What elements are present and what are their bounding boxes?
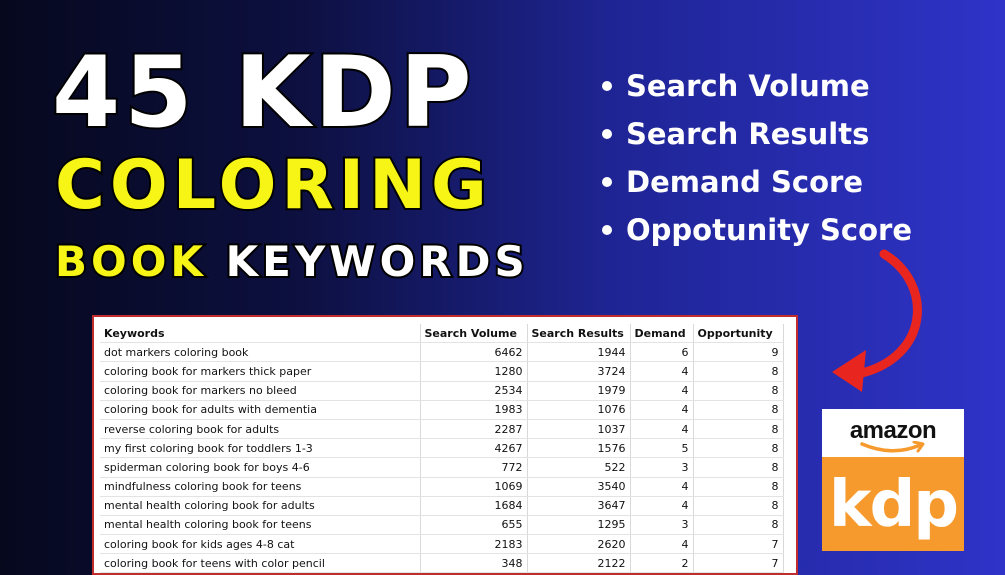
opportunity-cell: 8 — [693, 439, 783, 458]
table-row — [100, 496, 783, 515]
bullet-text: Search Results — [626, 117, 870, 151]
kdp-wordmark: kdp — [828, 468, 958, 542]
search-volume-cell: 1280 — [420, 362, 527, 381]
column-header-opportunity: Opportunity — [693, 324, 783, 343]
column-header-search-results: Search Results — [527, 324, 630, 343]
demand-cell: 4 — [630, 400, 693, 419]
headline-line-3 — [55, 237, 529, 286]
table-row — [100, 535, 783, 554]
headline-line-2: COLORING — [55, 146, 492, 225]
keyword-table — [100, 324, 784, 573]
keyword-cell: spiderman coloring book for boys 4-6 — [100, 458, 420, 477]
keyword-cell: coloring book for markers no bleed — [100, 381, 420, 400]
amazon-smile-icon — [860, 441, 926, 455]
bullet-item — [602, 62, 912, 110]
table-row — [100, 554, 783, 573]
search-volume-cell: 4267 — [420, 439, 527, 458]
table-body — [100, 343, 783, 573]
search-volume-cell: 2534 — [420, 381, 527, 400]
demand-cell: 4 — [630, 362, 693, 381]
keyword-cell: my first coloring book for toddlers 1-3 — [100, 439, 420, 458]
keyword-cell: coloring book for teens with color pencil — [100, 554, 420, 573]
keyword-cell: reverse coloring book for adults — [100, 419, 420, 438]
feature-bullet-list — [602, 62, 912, 254]
search-results-cell: 3724 — [527, 362, 630, 381]
search-volume-cell: 6462 — [420, 343, 527, 362]
table-row — [100, 515, 783, 534]
table-header-row — [100, 324, 783, 343]
search-results-cell: 522 — [527, 458, 630, 477]
search-volume-cell: 772 — [420, 458, 527, 477]
table-row — [100, 343, 783, 362]
keyword-cell: mental health coloring book for teens — [100, 515, 420, 534]
table-row — [100, 381, 783, 400]
curved-arrow-icon — [822, 246, 932, 396]
table-row — [100, 419, 783, 438]
keyword-cell: coloring book for adults with dementia — [100, 400, 420, 419]
column-header-keywords: Keywords — [100, 324, 420, 343]
bullet-item — [602, 110, 912, 158]
bullet-text: Demand Score — [626, 165, 863, 199]
search-volume-cell: 1983 — [420, 400, 527, 419]
table-row — [100, 439, 783, 458]
opportunity-cell: 8 — [693, 400, 783, 419]
search-results-cell: 3647 — [527, 496, 630, 515]
bullet-dot-icon — [602, 177, 612, 187]
table-row — [100, 400, 783, 419]
search-volume-cell: 2287 — [420, 419, 527, 438]
opportunity-cell: 7 — [693, 535, 783, 554]
search-results-cell: 3540 — [527, 477, 630, 496]
bullet-item — [602, 158, 912, 206]
amazon-kdp-logo — [822, 409, 964, 551]
search-results-cell: 1295 — [527, 515, 630, 534]
demand-cell: 2 — [630, 554, 693, 573]
demand-cell: 5 — [630, 439, 693, 458]
search-results-cell: 2620 — [527, 535, 630, 554]
demand-cell: 3 — [630, 515, 693, 534]
kdp-logo-top — [822, 409, 964, 457]
keyword-cell: mental health coloring book for adults — [100, 496, 420, 515]
table-row — [100, 477, 783, 496]
opportunity-cell: 9 — [693, 343, 783, 362]
demand-cell: 4 — [630, 535, 693, 554]
opportunity-cell: 8 — [693, 458, 783, 477]
keyword-cell: mindfulness coloring book for teens — [100, 477, 420, 496]
demand-cell: 4 — [630, 477, 693, 496]
search-volume-cell: 2183 — [420, 535, 527, 554]
search-results-cell: 1037 — [527, 419, 630, 438]
opportunity-cell: 7 — [693, 554, 783, 573]
keyword-cell: coloring book for kids ages 4-8 cat — [100, 535, 420, 554]
demand-cell: 4 — [630, 381, 693, 400]
opportunity-cell: 8 — [693, 419, 783, 438]
search-volume-cell: 655 — [420, 515, 527, 534]
demand-cell: 4 — [630, 496, 693, 515]
column-header-search-volume: Search Volume — [420, 324, 527, 343]
table-row — [100, 362, 783, 381]
bullet-text: Search Volume — [626, 69, 870, 103]
search-results-cell: 2122 — [527, 554, 630, 573]
search-results-cell: 1076 — [527, 400, 630, 419]
keyword-cell: coloring book for markers thick paper — [100, 362, 420, 381]
bullet-dot-icon — [602, 129, 612, 139]
table-row — [100, 458, 783, 477]
column-header-demand: Demand — [630, 324, 693, 343]
headline-line-1: 45 KDP — [52, 36, 476, 150]
demand-cell: 4 — [630, 419, 693, 438]
search-results-cell: 1576 — [527, 439, 630, 458]
opportunity-cell: 8 — [693, 381, 783, 400]
search-volume-cell: 1069 — [420, 477, 527, 496]
bullet-text: Oppotunity Score — [626, 213, 913, 247]
bullet-dot-icon — [602, 225, 612, 235]
keyword-cell: dot markers coloring book — [100, 343, 420, 362]
opportunity-cell: 8 — [693, 362, 783, 381]
demand-cell: 6 — [630, 343, 693, 362]
bullet-dot-icon — [602, 81, 612, 91]
search-volume-cell: 348 — [420, 554, 527, 573]
search-results-cell: 1944 — [527, 343, 630, 362]
opportunity-cell: 8 — [693, 477, 783, 496]
search-volume-cell: 1684 — [420, 496, 527, 515]
opportunity-cell: 8 — [693, 496, 783, 515]
headline-rest-word: KEYWORDS — [225, 237, 529, 286]
amazon-wordmark: amazon — [849, 417, 937, 444]
demand-cell: 3 — [630, 458, 693, 477]
search-results-cell: 1979 — [527, 381, 630, 400]
opportunity-cell: 8 — [693, 515, 783, 534]
headline-highlight-word: BOOK — [55, 237, 207, 286]
keyword-spreadsheet — [92, 315, 798, 575]
